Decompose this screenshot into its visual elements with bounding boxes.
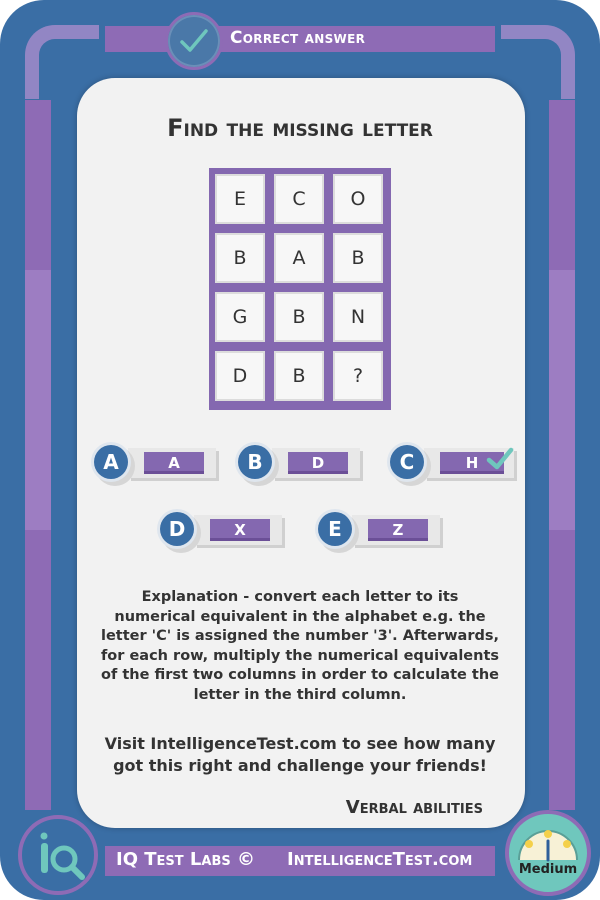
grid-cell: O	[333, 174, 383, 224]
grid-cell: B	[215, 233, 265, 283]
grid-cell: A	[274, 233, 324, 283]
grid-cell: G	[215, 292, 265, 342]
option-value: A	[144, 452, 204, 474]
option-value: D	[288, 452, 348, 474]
option-value: H	[440, 452, 504, 474]
footer-site-link[interactable]: IntelligenceTest.com	[287, 849, 473, 870]
letter-grid	[209, 168, 391, 410]
status-label: Correct answer	[230, 28, 366, 48]
grid-cell: D	[215, 351, 265, 401]
footer-brand: IQ Test Labs ©	[116, 849, 255, 870]
iq-magnifier-icon	[22, 819, 94, 891]
right-lane-highlight	[549, 270, 575, 530]
grid-cell: E	[215, 174, 265, 224]
checkmark-icon	[178, 25, 210, 57]
option-key: A	[94, 445, 128, 479]
option-key: B	[238, 445, 272, 479]
option-key: C	[390, 445, 424, 479]
left-lane-highlight	[25, 270, 51, 530]
iq-logo	[18, 815, 98, 895]
visit-prompt: Visit IntelligenceTest.com to see how many got this right and challenge your friends!	[104, 734, 496, 775]
grid-cell: C	[274, 174, 324, 224]
grid-cell: B	[333, 233, 383, 283]
puzzle-title: Find the missing letter	[167, 114, 433, 142]
grid-cell: N	[333, 292, 383, 342]
grid-cell: B	[274, 292, 324, 342]
category-label: Verbal abilities	[345, 797, 483, 818]
option-value: Z	[368, 519, 428, 541]
option-key: D	[160, 512, 194, 546]
difficulty-gauge	[505, 810, 591, 896]
status-badge	[165, 12, 223, 70]
option-key: E	[318, 512, 352, 546]
explanation-text: Explanation - convert each letter to its numerical equivalent in the alphabet e.g. the letter 'C' is assigned the number '3'. Afterwards, for each row, multiply the numerical equivalents of the first two columns in order to calculate the letter in the third column.	[100, 589, 500, 703]
option-value: X	[210, 519, 270, 541]
grid-cell-missing: ?	[333, 351, 383, 401]
correct-checkmark-icon	[486, 446, 514, 472]
difficulty-label: Medium	[518, 862, 578, 877]
difficulty-meter-icon	[509, 814, 587, 892]
grid-cell: B	[274, 351, 324, 401]
